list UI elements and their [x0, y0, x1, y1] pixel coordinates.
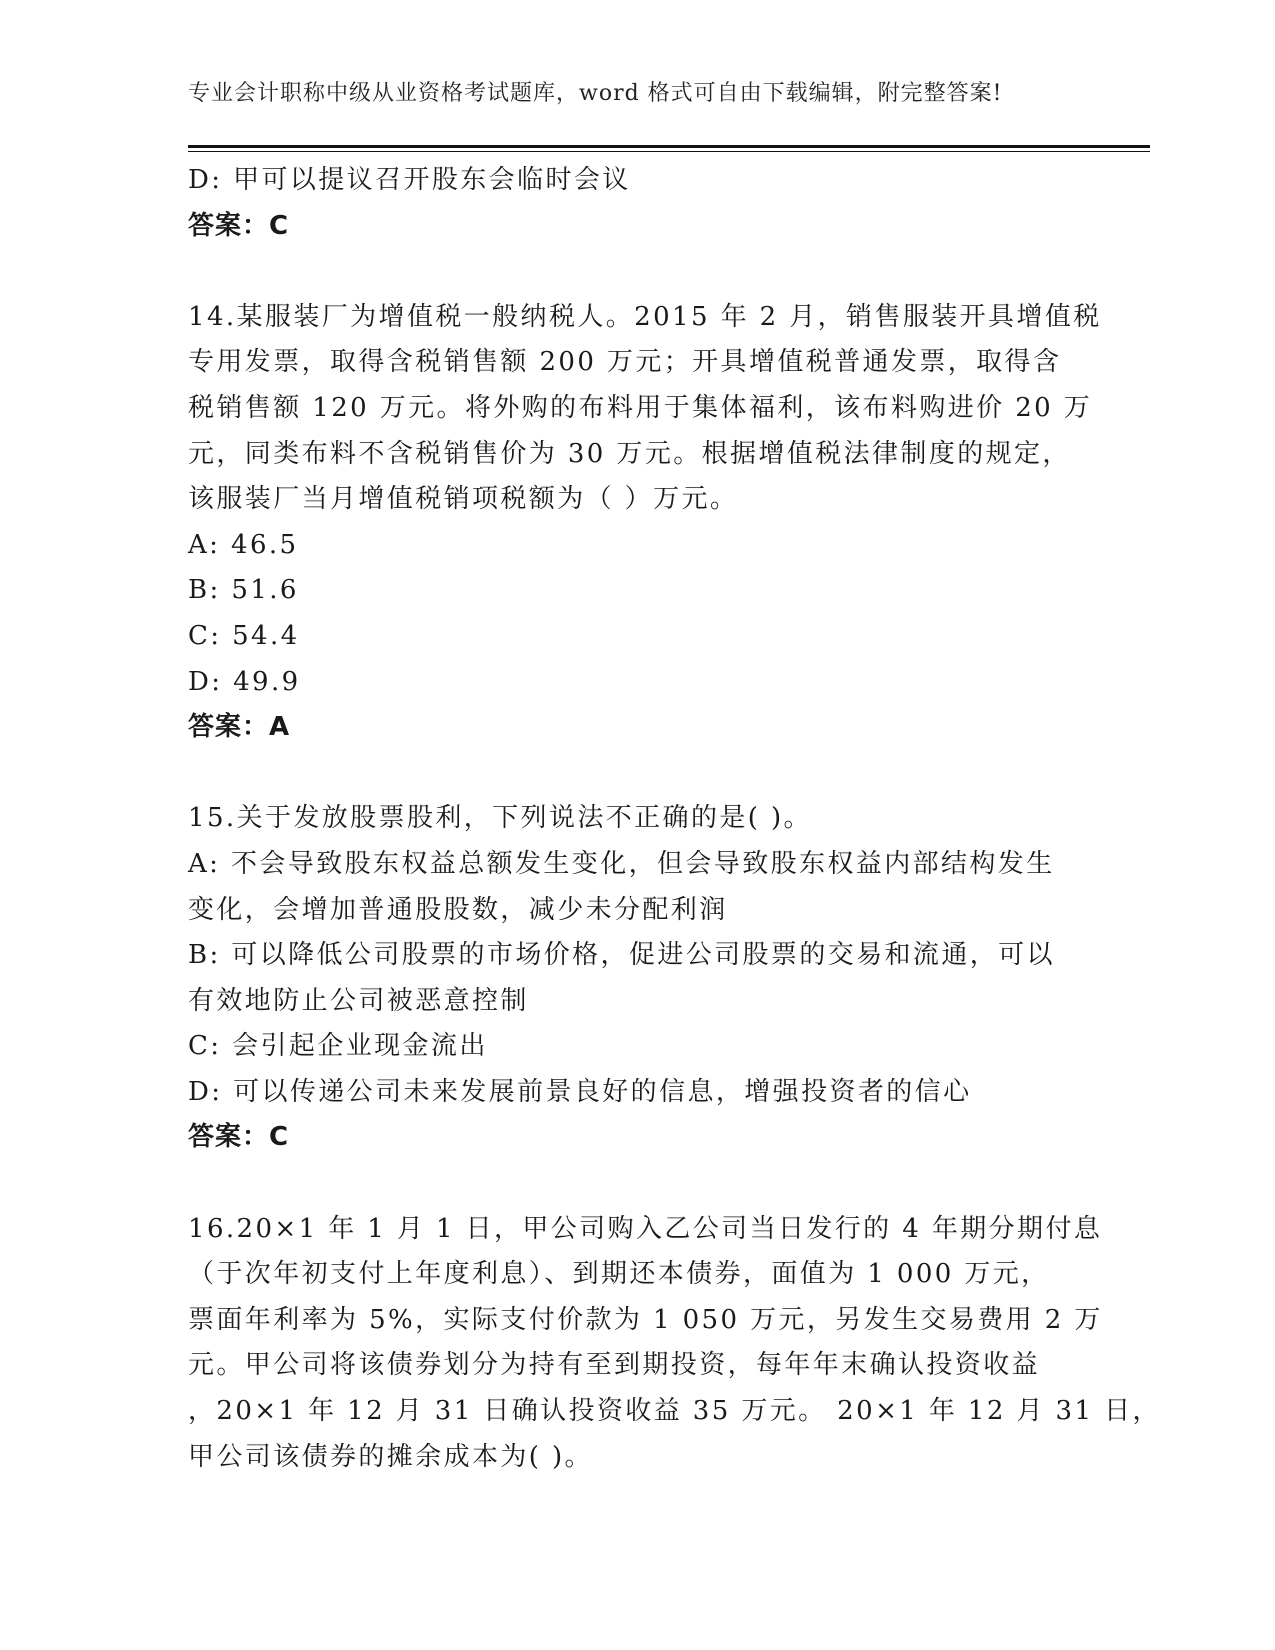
question-text-line: 税销售额 120 万元。将外购的布料用于集体福利，该布料购进价 20 万 [188, 392, 1093, 423]
question-text-line: 该服装厂当月增值税销项税额为（ ）万元。 [188, 484, 739, 515]
option-line: B: 可以降低公司股票的市场价格，促进公司股票的交易和流通，可以 [188, 940, 1055, 971]
answer-line: 答案：C [188, 1122, 290, 1153]
question-text-line: ，20×1 年 12 月 31 日确认投资收益 35 万元。 20×1 年 12 月 31 日， [188, 1396, 1161, 1427]
question-text-line: 甲公司该债券的摊余成本为( )。 [188, 1441, 593, 1472]
paragraph-gap [188, 1161, 1088, 1207]
option-line: A: 46.5 [188, 529, 299, 560]
question-text-line: （于次年初支付上年度利息）、到期还本债券，面值为 1 000 万元， [188, 1259, 1050, 1290]
paragraph-gap [188, 751, 1088, 797]
page-header: 专业会计职称中级从业资格考试题库，word 格式可自由下载编辑，附完整答案! [188, 81, 1003, 106]
option-line: B: 51.6 [188, 575, 299, 606]
answer-line: 答案：C [188, 210, 290, 241]
paragraph-gap [188, 249, 1088, 295]
option-line: 有效地防止公司被恶意控制 [188, 985, 529, 1016]
header-divider-thick [188, 145, 1150, 148]
question-text-line: 16.20×1 年 1 月 1 日，甲公司购入乙公司当日发行的 4 年期分期付息 [188, 1213, 1103, 1244]
header-divider-thin [188, 151, 1150, 152]
option-line: D: 甲可以提议召开股东会临时会议 [188, 165, 631, 195]
question-text-line: 元，同类布料不含税销售价为 30 万元。根据增值税法律制度的规定， [188, 438, 1071, 469]
question-text-line: 元。甲公司将该债券划分为持有至到期投资，每年年末确认投资收益 [188, 1350, 1041, 1381]
answer-line: 答案：A [188, 712, 291, 743]
question-text-line: 15.关于发放股票股利，下列说法不正确的是( )。 [188, 803, 812, 834]
option-line: A: 不会导致股东权益总额发生变化，但会导致股东权益内部结构发生 [188, 848, 1055, 879]
option-line: 变化，会增加普通股股数，减少未分配利润 [188, 894, 728, 925]
question-text-line: 票面年利率为 5%，实际支付价款为 1 050 万元，另发生交易费用 2 万 [188, 1304, 1103, 1335]
question-text-line: 专用发票，取得含税销售额 200 万元；开具增值税普通发票，取得含 [188, 347, 1062, 378]
option-line: D: 可以传递公司未来发展前景良好的信息，增强投资者的信心 [188, 1076, 972, 1107]
document-body [188, 158, 1161, 1480]
option-line: D: 49.9 [188, 666, 301, 697]
question-text-line: 14.某服装厂为增值税一般纳税人。2015 年 2 月，销售服装开具增值税 [188, 301, 1102, 332]
option-line: C: 会引起企业现金流出 [188, 1031, 488, 1062]
option-line: C: 54.4 [188, 620, 300, 651]
